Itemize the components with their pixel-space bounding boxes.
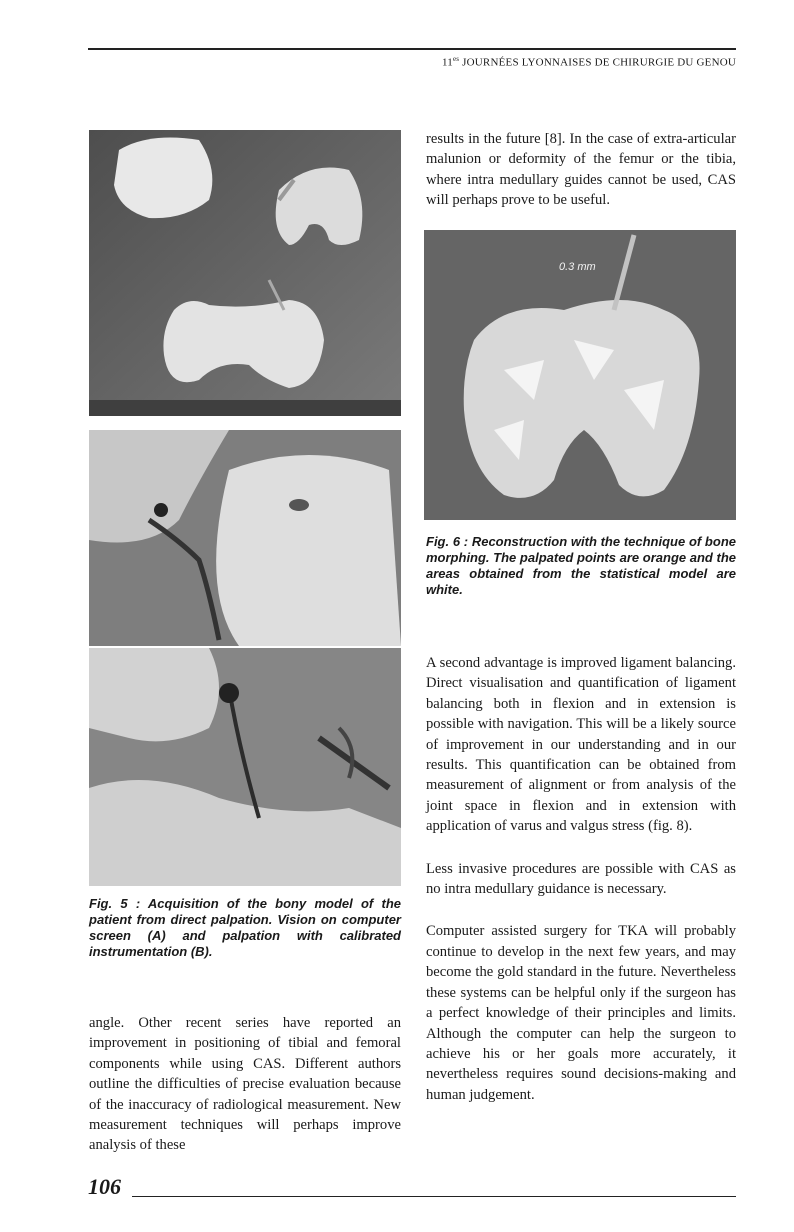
right-column-text-top	[426, 129, 736, 211]
figure-5-caption: Fig. 5 : Acquisition of the bony model of the patient from direct palpation. Vision on computer screen (A) and palpation with calibrated instrumentation (B).	[89, 896, 401, 959]
figure-5a-image	[89, 130, 401, 416]
paragraph: Less invasive procedures are possible with CAS as no intra medullary guidance is necessary.	[426, 860, 736, 898]
left-column-text	[89, 1013, 401, 1156]
figure-6-image	[424, 230, 736, 520]
header-rule	[88, 48, 736, 50]
footer-rule	[132, 1196, 736, 1197]
page-number: 106	[88, 1174, 121, 1199]
right-column-text-bottom	[426, 653, 736, 1105]
paragraph: angle. Other recent series have reported an improvement in positioning of tibial and femoral components while using CAS. Different authors outline the difficulties of precise evaluation because of the inaccuracy of radiological measurement. New measurement techniques will perhaps improve analysis of these	[89, 1015, 401, 1154]
paragraph: A second advantage is improved ligament balancing. Direct visualisation and quantification of ligament balancing both in flexion and in extension is possible with navigation. This will be a likely source of improvement in our understanding and in our results. This quantification can be obtained from measurement of alignment or from analysis of the joint space in flexion and in extension with application of varus and valgus stress (fig. 8).	[426, 655, 736, 835]
running-header: $11^{es}$ JOURNÉES LYONNAISES DE CHIRURGIE DU GENOU	[441, 55, 736, 69]
bone-morphing-illustration	[424, 230, 736, 520]
figure-5b-top-image	[89, 430, 401, 646]
measurement-label: 0.3 mm	[559, 261, 596, 273]
figure-5b-bottom-image	[89, 648, 401, 886]
paragraph: Computer assisted surgery for TKA will probably continue to develop in the next few years, and may become the gold standard in the future. Nevertheless these systems can be helpful only if the surgeon has a perfect knowledge of their principles and limits. Although the computer can help the surgeon to achieve his or her goals more accurately, it nevertheless requires sound decisions-making and human judgement.	[426, 923, 736, 1103]
calibrated-instrument-illustration	[89, 648, 401, 886]
palpation-photo-illustration	[89, 430, 401, 646]
figure-6-caption: Fig. 6 : Reconstruction with the technique of bone morphing. The palpated points are orange and the areas obtained from the statistical model are white.	[426, 534, 736, 597]
paragraph: results in the future [8]. In the case of extra-articular malunion or deformity of the femur or the tibia, where intra medullary guides cannot be used, CAS will perhaps prove to be useful.	[426, 131, 736, 209]
bone-models-illustration	[89, 130, 401, 416]
